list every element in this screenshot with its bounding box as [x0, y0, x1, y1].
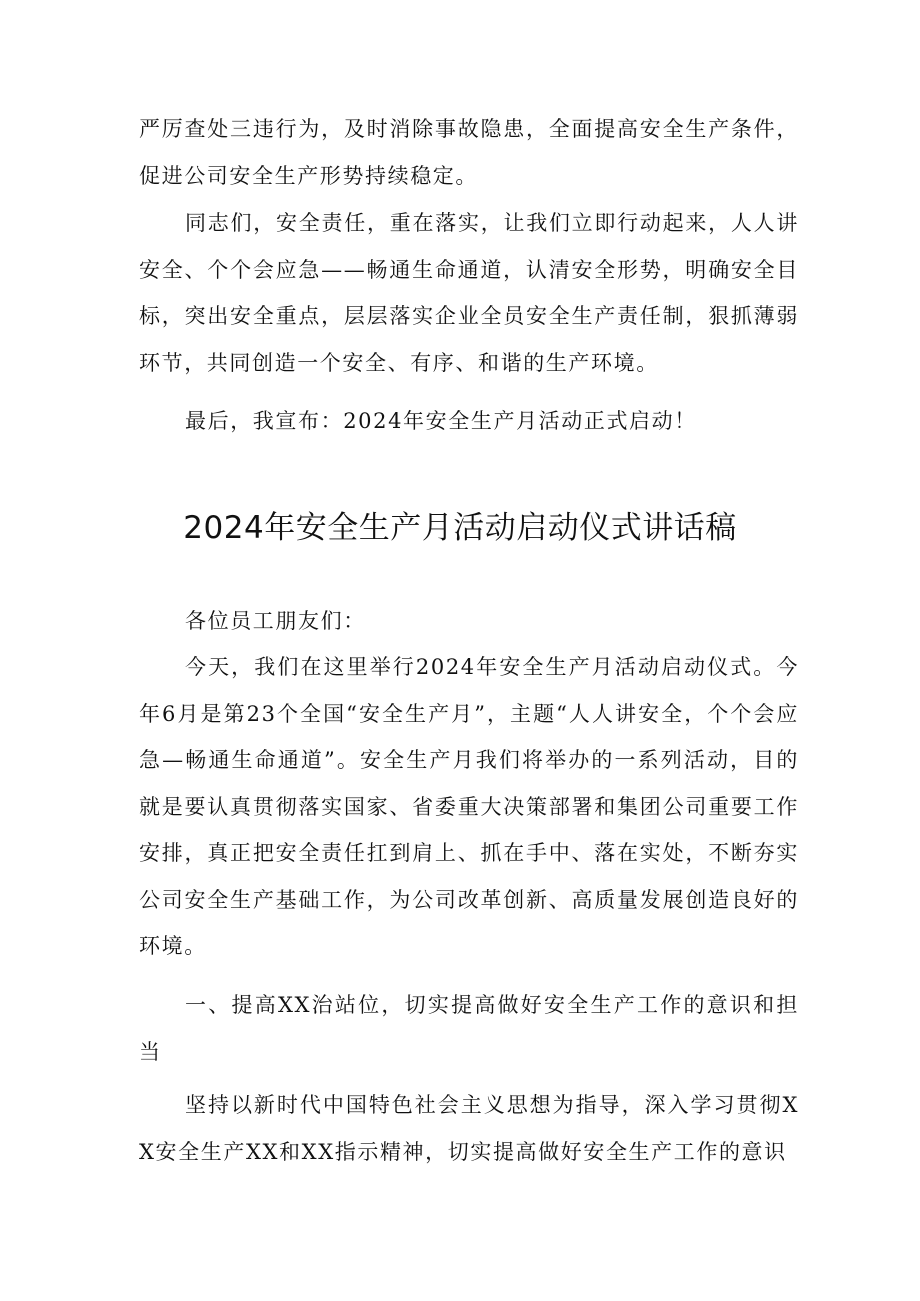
carryover-paragraph: 严厉查处三违行为，及时消除事故隐患，全面提高安全生产条件，促进公司安全生产形势持续稳定。 — [139, 117, 799, 188]
section-heading: 一、提高XX治站位，切实提高做好安全生产工作的意识和担当 — [139, 993, 799, 1064]
section-paragraph: 坚持以新时代中国特色社会主义思想为指导，深入学习贯彻XX安全生产XX和XX指示精神，切实提高做好安全生产工作的意识 — [139, 1093, 799, 1164]
salutation: 各位员工朋友们： — [185, 609, 366, 633]
page-title: 2024年安全生产月活动启动仪式讲话稿 — [183, 510, 737, 546]
announcement-paragraph: 最后，我宣布：2024年安全生产月活动正式启动！ — [185, 409, 697, 433]
intro-paragraph: 今天，我们在这里举行2024年安全生产月活动启动仪式。今年6月是第23个全国“安全生产月”，主题“人人讲安全，个个会应急—畅通生命通道”。安全生产月我们将举办的一系列活动，目的就是要认真贯彻落实国家、省委重大决策部署和集团公司重要工作安排，真正把安全责任扛到肩上、抓在手中、落在实处，不断夯实公司安全生产基础工作，为公司改革创新、高质量发展创造良好的环境。 — [139, 655, 799, 958]
closing-paragraph: 同志们，安全责任，重在落实，让我们立即行动起来，人人讲安全、个个会应急——畅通生命通道，认清安全形势，明确安全目标，突出安全重点，层层落实企业全员安全生产责任制，狠抓薄弱环节，共同创造一个安全、有序、和谐的生产环境。 — [139, 211, 799, 375]
